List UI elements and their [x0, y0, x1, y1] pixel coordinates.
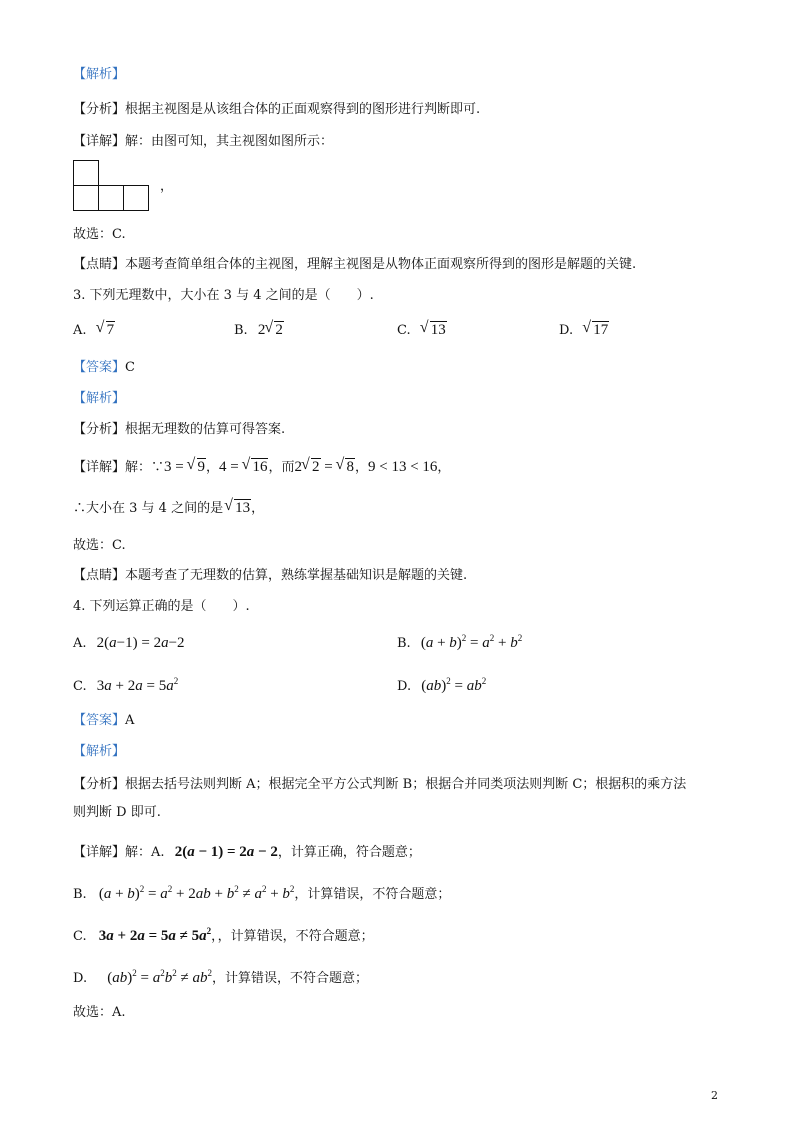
option-letter: B.	[397, 636, 411, 651]
fenxi-tag: 【分析】	[73, 102, 126, 117]
q3-fenxi-line	[73, 421, 285, 439]
q3-jiexi-heading	[73, 390, 125, 408]
fenxi-tag: 【分析】	[73, 777, 126, 792]
xj-d-suffix: ，计算错误，不符合题意；	[211, 971, 368, 986]
figure-cell-bottom-2	[98, 185, 124, 211]
q4-xiangjie-c: C. $3a + 2a = 5a \ne 5a^2$，，计算错误，不符合题意；	[73, 926, 374, 944]
q2-xiangjie-line	[73, 133, 333, 151]
q3-answer-line	[73, 359, 135, 377]
q3-option-b	[234, 321, 284, 340]
q4-xiangjie-d: D. $(ab)^2 = a^2b^2 \ne ab^2$，计算错误，不符合题意；	[73, 968, 368, 986]
answer-value: A	[125, 713, 135, 728]
inequality: 9 < 13 < 16	[367, 459, 438, 475]
xiangjie-tag: 【详解】	[73, 845, 126, 860]
q4-jiexi-heading	[73, 743, 125, 761]
sqrt-16: √ 16	[242, 458, 268, 476]
page-number: 2	[711, 1089, 718, 1102]
jiexi-tag: 【解析】	[73, 391, 126, 406]
q4-fenxi-line-1	[73, 776, 686, 794]
option-letter: A.	[73, 323, 87, 338]
coefficient-2: 2	[294, 459, 302, 475]
figure-cell-top	[73, 160, 99, 186]
fenxi-text: 根据主视图是从该组合体的正面观察得到的图形进行判断即可.	[125, 102, 481, 117]
option-letter: D.	[559, 323, 574, 338]
xj-c-prefix: C.	[73, 929, 87, 944]
so-text: ∴大小在 3 与 4 之间的是	[73, 501, 224, 516]
daan-tag: 【答案】	[73, 713, 126, 728]
figure-cell-bottom-1	[73, 185, 99, 211]
option-letter: C.	[73, 679, 87, 694]
q4-stem: 4. 下列运算正确的是（ ）.	[73, 599, 250, 614]
q3-stem: 3. 下列无理数中，大小在 3 与 4 之间的是（ ）.	[73, 288, 374, 303]
q4-answer-line	[73, 712, 134, 730]
option-letter: B.	[234, 323, 248, 338]
xj-a-suffix: ，计算正确，符合题意；	[277, 845, 421, 860]
radicand: 17	[593, 322, 609, 338]
xj-a-prefix: 解：A.	[125, 845, 165, 860]
jiexi-tag: 【解析】	[73, 744, 126, 759]
sqrt-expression	[265, 321, 284, 339]
xj-b-suffix: ，计算错误，不符合题意；	[294, 887, 451, 902]
daan-tag: 【答案】	[73, 360, 126, 375]
q3-option-c	[397, 321, 447, 340]
q2-fenxi-line	[73, 101, 480, 119]
q3-guxuan: 故选：C.	[73, 538, 126, 553]
sqrt-13: √ 13	[225, 499, 251, 517]
q4-guxuan: 故选：A.	[73, 1005, 126, 1020]
dianjing-tag: 【点睛】	[73, 568, 126, 583]
q3-option-d	[559, 321, 609, 340]
q4-option-c: C. $3a + 2a = 5a^2$	[73, 676, 179, 694]
q4-fenxi-line-2: 则判断 D 即可.	[73, 805, 161, 820]
value-4: 4	[219, 459, 227, 475]
jiexi-tag: 【解析】	[73, 67, 126, 82]
option-letter: D.	[397, 679, 412, 694]
sqrt-expression	[97, 321, 116, 339]
radicand: 2	[275, 322, 283, 338]
sqrt-8: √ 8	[336, 458, 355, 476]
q2-guxuan: 故选：C.	[73, 227, 126, 242]
dianjing-text: 本题考查简单组合体的主视图，理解主视图是从物体正面观察所得到的图形是解题的关键.	[125, 257, 637, 272]
fenxi-tag: 【分析】	[73, 422, 126, 437]
radicand: 13	[430, 322, 446, 338]
q4-xiangjie-b: B. $(a + b)^2 = a^2 + 2ab + b^2 \ne a^2 + b^2$，计算错误，不符合题意；	[73, 884, 451, 902]
q4-option-b: B. $(a + b)^2 = a^2 + b^2$	[397, 633, 523, 651]
xiangjie-text: 解：由图可知，其主视图如图所示：	[125, 134, 334, 149]
er-connector: ，而	[268, 460, 295, 475]
dianjing-tag: 【点睛】	[73, 257, 126, 272]
q3-option-a	[73, 321, 115, 340]
q4-option-d: D. $(ab)^2 = ab^2$	[397, 676, 487, 694]
q3-so-line: ∴大小在 3 与 4 之间的是√ 13，	[73, 499, 264, 518]
radicand: 7	[106, 322, 115, 338]
sqrt-expression	[421, 321, 447, 339]
xj-c-suffix: ，，计算错误，不符合题意；	[211, 929, 374, 944]
q4-xiangjie-a: 【详解】解：A. 2(a − 1) = 2a − 2，计算正确，符合题意；	[73, 844, 421, 860]
q3-xiangjie-line: 【详解】解：∵3 = √ 9，4 = √ 16，而2√ 2 = √ 8，9 < 13 < 16，	[73, 458, 450, 477]
option-letter: A.	[73, 636, 87, 651]
xiangjie-tag: 【详解】	[73, 134, 126, 149]
value-3: 3	[164, 459, 172, 475]
front-view-figure	[73, 160, 149, 211]
figure-cell-bottom-3	[123, 185, 149, 211]
xj-b-prefix: B.	[73, 887, 87, 902]
figure-comma: ，	[160, 179, 174, 194]
coefficient: 2	[257, 322, 266, 338]
q2-dianjing-line	[73, 256, 636, 274]
xiangjie-prefix: 解：∵	[125, 460, 165, 475]
sqrt-expression	[583, 321, 609, 339]
dianjing-text: 本题考查了无理数的估算，熟练掌握基础知识是解题的关键.	[125, 568, 468, 583]
q4-option-a: A. 2(a−1) = 2a−2	[73, 635, 185, 651]
sqrt-9: √ 9	[188, 458, 207, 476]
fenxi-text-1: 根据去括号法则判断 A；根据完全平方公式判断 B；根据合并同类项法则判断 C；根据积的乘方法	[125, 777, 687, 792]
xiangjie-tag: 【详解】	[73, 460, 126, 475]
answer-value: C	[125, 360, 135, 375]
sqrt-2: √ 2	[302, 458, 321, 476]
option-letter: C.	[397, 323, 411, 338]
xj-d-prefix: D.	[73, 971, 88, 986]
q3-dianjing-line	[73, 567, 467, 585]
q2-jiexi-heading	[73, 66, 125, 84]
fenxi-text: 根据无理数的估算可得答案.	[125, 422, 286, 437]
